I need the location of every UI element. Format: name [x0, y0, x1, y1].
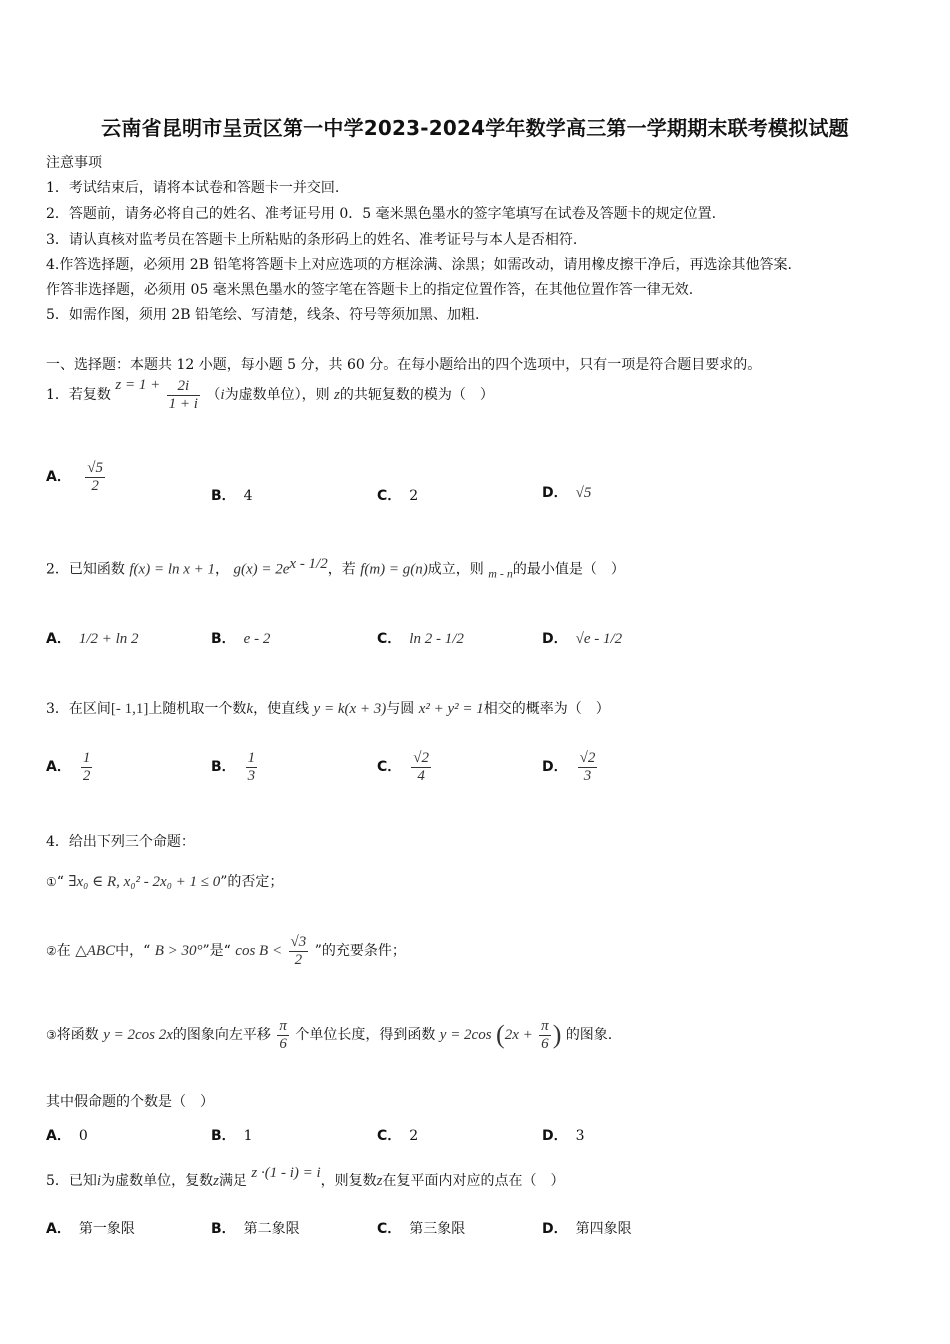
- q4-option-c[interactable]: C． 2: [377, 1128, 419, 1144]
- q3-option-c[interactable]: C． $\frac{√2}{4}$: [377, 750, 430, 784]
- q3-option-d[interactable]: D． $\frac{√2}{3}$: [542, 750, 596, 784]
- q4-option-b[interactable]: B． 1: [211, 1128, 253, 1144]
- q5-option-a[interactable]: A． 第一象限: [46, 1221, 135, 1237]
- q1-option-c[interactable]: C． 2: [377, 488, 419, 504]
- page-title: 云南省昆明市呈贡区第一中学2023-2024学年数学高三第一学期期末联考模拟试题: [101, 116, 849, 140]
- q2-option-c[interactable]: C． ln 2 - 1/2: [377, 631, 464, 647]
- q1-option-d[interactable]: D． √5: [542, 485, 592, 501]
- q4-question: 其中假命题的个数是（ ）: [46, 1094, 214, 1110]
- notice-heading: 注意事项: [46, 155, 102, 171]
- notice-item: 作答非选择题，必须用 05 毫米黑色墨水的签字笔在答题卡上的指定位置作答，在其他位置作答一律无效.: [46, 282, 694, 298]
- q2-option-b[interactable]: B． e - 2: [211, 631, 271, 647]
- q4-proposition-3: ③将函数 y = 2cos 2x的图象向左平移 $\frac{\pi}{6}$ 个单位长度，得到函数 y = 2cos (2x + $\frac{\pi}{6}$ ) 的图象.: [46, 1018, 613, 1052]
- q2-option-a[interactable]: A． 1/2 + ln 2: [46, 631, 139, 647]
- q2-option-d[interactable]: D． √e - 1/2: [542, 631, 623, 647]
- q3-option-b[interactable]: B． $\frac{1}{3}$: [211, 750, 256, 784]
- question-1: 1．若复数 z = 1 + $\frac{2i}{1 + i}$ （i为虚数单位），则 z的共轭复数的模为（ ）: [46, 377, 494, 412]
- q5-option-c[interactable]: C． 第三象限: [377, 1221, 466, 1237]
- q1-option-b[interactable]: B． 4: [211, 488, 253, 504]
- q4-option-d[interactable]: D． 3: [542, 1128, 585, 1144]
- question-2: 2．已知函数 f(x) = ln x + 1， $g(x) = 2e^{x - 1/2}$，若 f(m) = g(n)成立，则 $_{m - n}$的最小值是（ ）: [46, 556, 625, 581]
- notice-item: 3．请认真核对监考员在答题卡上所粘贴的条形码上的姓名、准考证号与本人是否相符.: [46, 232, 578, 248]
- notice-item: 4.作答选择题，必须用 2B 铅笔将答题卡上对应选项的方框涂满、涂黑；如需改动，请用橡皮擦干净后，再选涂其他答案.: [46, 257, 792, 273]
- q4-proposition-1: ①“ ∃x₀ ∈ R, x₀² - 2x₀ + 1 ≤ 0”的否定；: [46, 874, 284, 890]
- question-3: 3．在区间[- 1,1]上随机取一个数k，使直线 y = k(x + 3)与圆 x² + y² = 1相交的概率为（ ）: [46, 701, 610, 717]
- notice-item: 1．考试结束后，请将本试卷和答题卡一并交回.: [46, 180, 340, 196]
- notice-item: 5．如需作图，须用 2B 铅笔绘、写清楚，线条、符号等须加黑、加粗.: [46, 307, 480, 323]
- q4-proposition-2: ②在 △ABC中，“ B > 30°”是“ cos B < $\frac{√3}{2}$ ”的充要条件；: [46, 934, 406, 968]
- q5-option-d[interactable]: D． 第四象限: [542, 1221, 632, 1237]
- notice-item: 2．答题前，请务必将自己的姓名、准考证号用 0．5 毫米黑色墨水的签字笔填写在试卷及答题卡的规定位置.: [46, 206, 717, 222]
- q3-option-a[interactable]: A． $\frac{1}{2}$: [46, 750, 91, 784]
- question-5: 5．已知i为虚数单位，复数z满足 z ·(1 - i) = i，则复数z在复平面内对应的点在（ ）: [46, 1165, 565, 1189]
- q5-option-b[interactable]: B． 第二象限: [211, 1221, 300, 1237]
- q1-option-a[interactable]: A． $\frac{√5}{2}$: [46, 460, 104, 494]
- question-4: 4．给出下列三个命题：: [46, 834, 195, 850]
- q4-option-a[interactable]: A． 0: [46, 1128, 88, 1144]
- section-heading: 一、选择题：本题共 12 小题，每小题 5 分，共 60 分。在每小题给出的四个选项中，只有一项是符合题目要求的。: [46, 357, 762, 373]
